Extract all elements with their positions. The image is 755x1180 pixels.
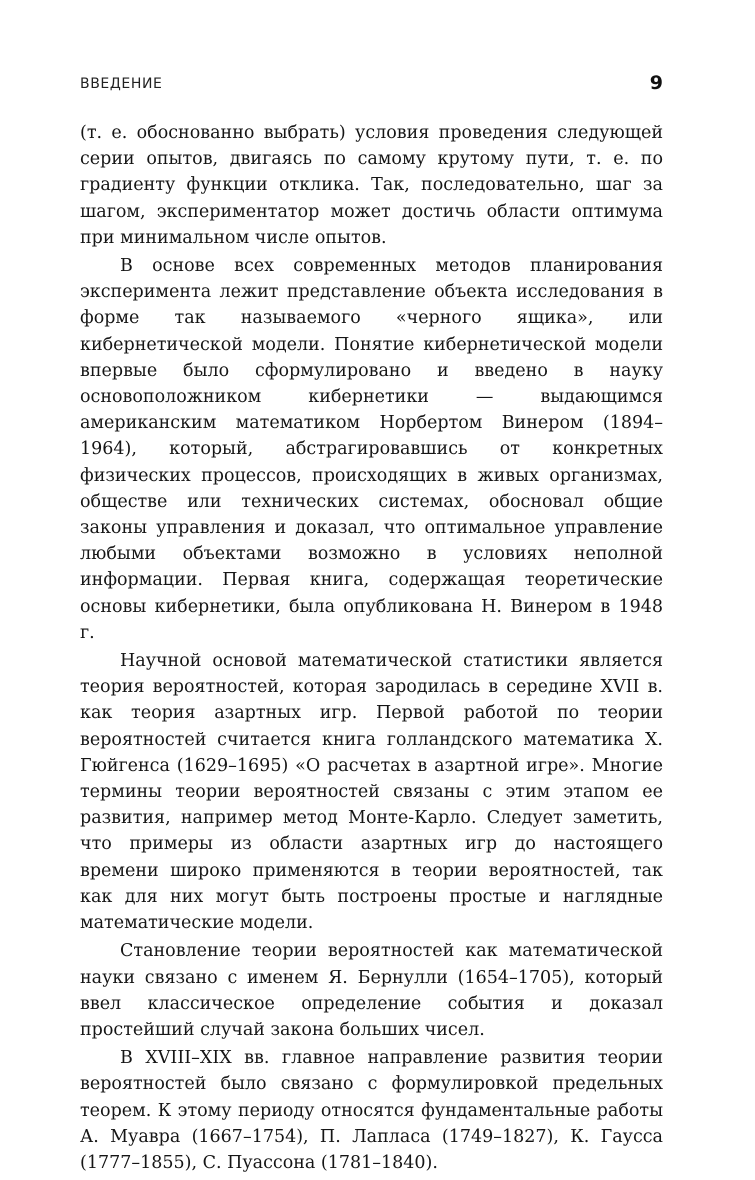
paragraph-probability-origins: Научной основой математической статистики является теория вероятностей, которая зародилась в середине XVII в. как теория азартных игр. Первой работой по теории вероятностей считается книга голландского математика Х. Гюйгенса (1629–1695) «О расчетах в азартной игре». Многие термины теории вероятностей связаны с этим этапом ее развития, например метод Монте-Карло. Следует заметить, что примеры из области азартных игр до настоящего времени широко применяются в теории вероятностей, так как для них могут быть построены простые и наглядные математические модели. [80,651,663,934]
paragraph-continuation: (т. е. обоснованно выбрать) условия проведения следующей серии опытов, двигаясь по самому крутому пути, т. е. по градиенту функции отклика. Так, последовательно, шаг за шагом, экспериментатор может достичь области оптимума при минимальном числе опытов. [80,123,663,248]
section-title: ВВЕДЕНИЕ [80,76,163,92]
paragraph-bernoulli: Становление теории вероятностей как математической науки связано с именем Я. Бернулли (1654–1705), который ввел классическое определение события и доказал простейший случай закона больших чисел. [80,941,663,1040]
page-number: 9 [649,72,663,94]
paragraph-cybernetics: В основе всех современных методов планирования эксперимента лежит представление объекта исследования в форме так называемого «черного ящика», или кибернетической модели. Понятие кибернетической модели впервые было сформулировано и введено в науку основоположником кибернетики — выдающимся американским математиком Норбертом Винером (1894–1964), который, абстрагировавшись от конкретных физических процессов, происходящих в живых организмах, обществе или технических системах, обосновал общие законы управления и доказал, что оптимальное управление любыми объектами возможно в условиях неполной информации. Первая книга, содержащая теоретические основы кибернетики, была опубликована Н. Винером в 1948 г. [80,256,663,643]
body-text [80,120,663,1176]
paragraph-limit-theorems: В XVIII–XIX вв. главное направление развития теории вероятностей было связано с формулировкой предельных теорем. К этому периоду относятся фундаментальные работы А. Муавра (1667–1754), П. Лапласа (1749–1827), К. Гаусса (1777–1855), С. Пуассона (1781–1840). [80,1048,663,1173]
book-page [80,70,663,1176]
running-header [80,70,663,100]
